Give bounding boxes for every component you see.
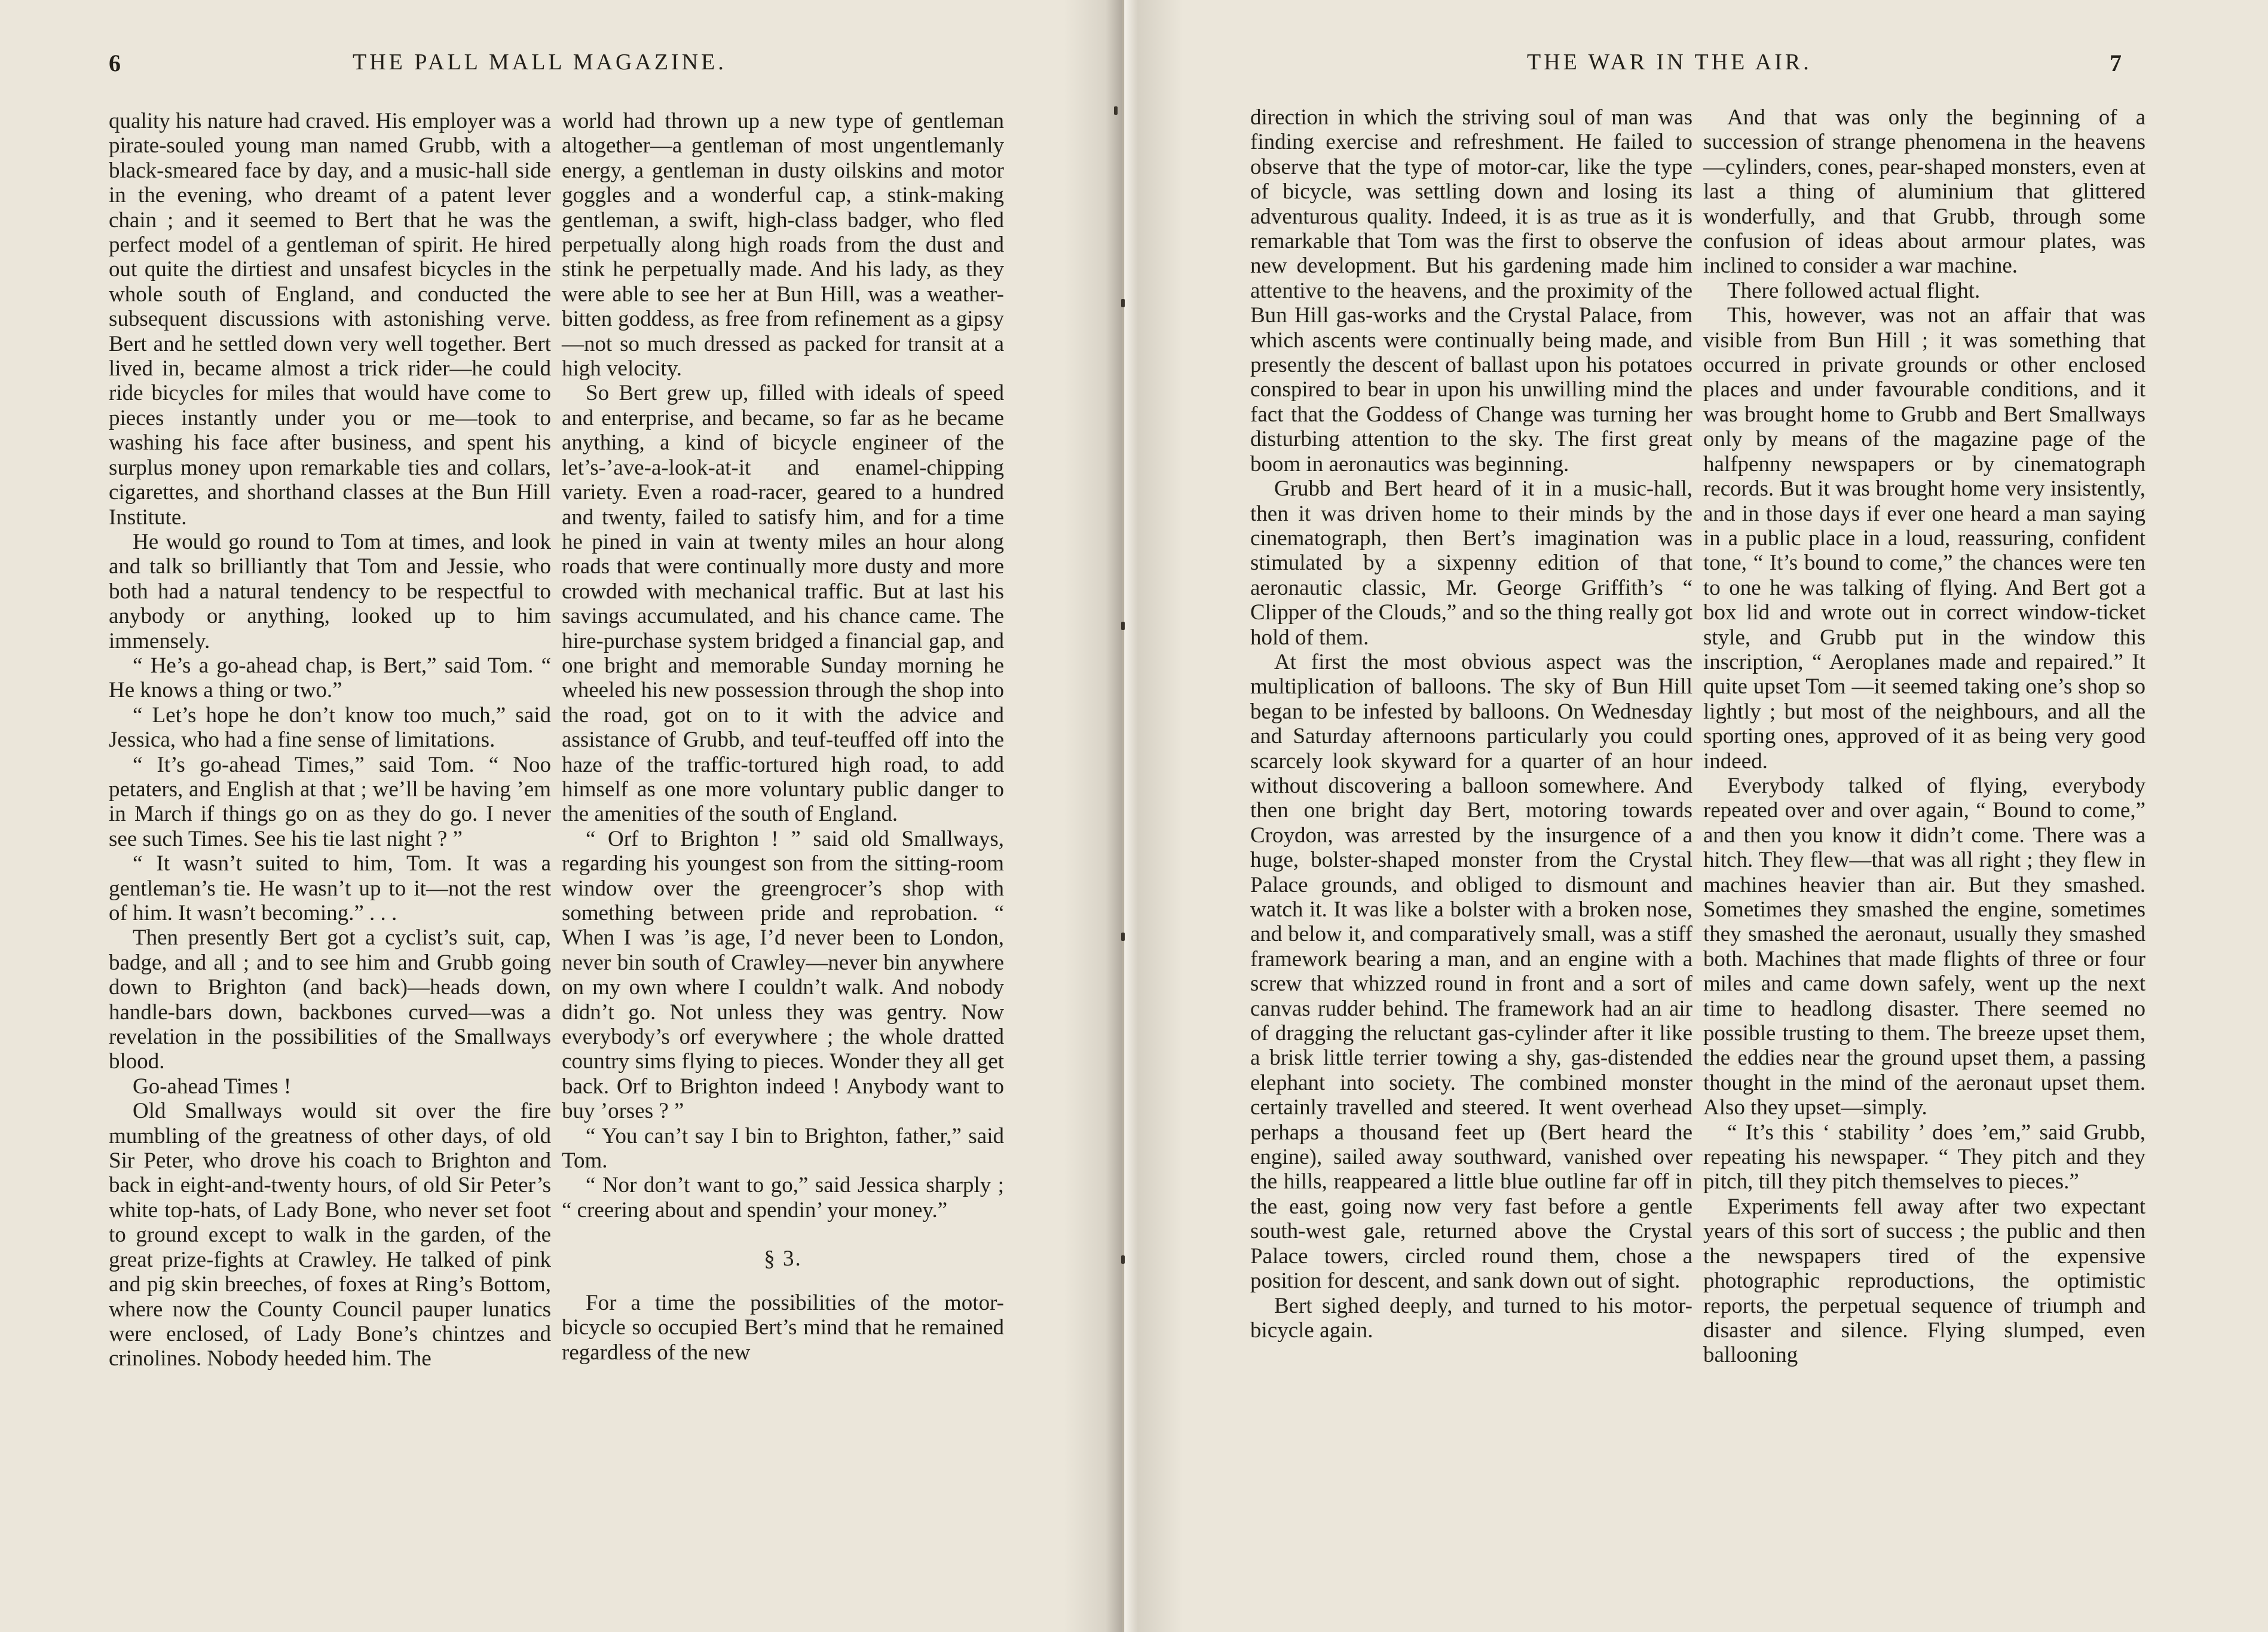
left-page [0, 0, 1124, 1632]
paragraph: At first the most obvious aspect was the multiplication of balloons. The sky of Bun Hill began to be infested by balloons. On Wednesday and Saturday afternoons particularly you could scarcely look skyward for a quarter of an hour without discovering a balloon somewhere. And then one bright day Bert, motoring towards Croydon, was arrested by the insurgence of a huge, bolster-shaped monster from the Crystal Palace grounds, and obliged to dismount and watch it. It was like a bolster with a broken nose, and below it, and comparatively small, was a stiff framework bearing a man, and an engine with a screw that whizzed round in front and a sort of canvas rudder behind. The framework had an air of dragging the reluctant gas-cylinder after it like a brisk little terrier towing a shy, gas-distended elephant into society. The combined monster certainly travelled and steered. It went overhead perhaps a thousand feet up (Bert heard the engine), sailed away southward, vanished over the hills, reappeared a little blue outline far off in the east, going now very fast before a gentle south-west gale, returned above the Crystal Palace towers, circled round them, chose a position for descent, and sank down out of sight. [1250, 649, 1692, 1294]
binding-crease [1122, 0, 1124, 1632]
page-number-left: 6 [109, 50, 121, 77]
binding-stitch [1121, 933, 1125, 941]
paragraph: Experiments fell away after two expectant years of this sort of success ; the public and then the newspapers tired of the expensive photographic reproductions, the optimistic reports, the perpetual sequence of triumph and disaster and silence. Flying slumped, even ballooning [1703, 1194, 2145, 1368]
paragraph: Old Smallways would sit over the fire mumbling of the greatness of other days, of old Sir Peter, who drove his coach to Brighton and back in eight-and-twenty hours, of old Sir Peter’s white top-hats, of Lady Bone, who never set foot to ground except to walk in the garden, of the great prize-fights at Crawley. He talked of pink and pig skin breeches, of foxes at Ring’s Bottom, where now the County Council pauper lunatics were enclosed, of Lady Bone’s chintzes and crinolines. Nobody heeded him. The [109, 1099, 551, 1371]
paragraph: Everybody talked of flying, everybody repeated over and over again, “ Bound to come,” and then you know it didn’t come. There was a hitch. They flew—that was all right ; they flew in machines heavier than air. But they smashed. Sometimes they smashed the engine, sometimes they smashed the aeronaut, usually they smashed both. Machines that made flights of three or four miles and came down safely, went up the next time to headlong disaster. There seemed no possible trusting to them. The breeze upset them, the eddies near the ground upset them, a passing thought in the mind of the aeronaut upset them. Also they upset—simply. [1703, 773, 2145, 1120]
page-number-right: 7 [2110, 50, 2122, 77]
paragraph: “ It’s go-ahead Times,” said Tom. “ Noo petaters, and English at that ; we’ll be having ’em in March if things go on as they do go. I never see such Times. See his tie last night ? ” [109, 752, 551, 851]
paragraph: And that was only the beginning of a succession of strange phenomena in the heavens—cylinders, cones, pear-shaped monsters, even at last a thing of aluminium that glittered wonderfully, and that Grubb, through some confusion of ideas about armour plates, was inclined to consider a war machine. [1703, 105, 2145, 279]
paragraph: He would go round to Tom at times, and look and talk so brilliantly that Tom and Jessie, who both had a natural tendency to be respectful to anybody or anything, looked up to him immensely. [109, 529, 551, 653]
paragraph: world had thrown up a new type of gentleman altogether—a gentleman of most ungentlemanly energy, a gentleman in dusty oilskins and motor goggles and a wonderful cap, a stink-making gentleman, a swift, high-class badger, who fled perpetually along high roads from the dust and stink he perpetually made. And his lady, as they were able to see her at Bun Hill, was a weather-bitten goddess, as free from refinement as a gipsy—not so much dressed as packed for transit at a high velocity. [562, 109, 1004, 381]
left-column-1 [109, 109, 551, 1371]
paragraph: “ You can’t say I bin to Brighton, father,” said Tom. [562, 1123, 1004, 1173]
paragraph: Grubb and Bert heard of it in a music-hall, then it was driven home to their minds by the cinematograph, then Bert’s imagination was stimulated by a sixpenny edition of that aeronautic classic, Mr. George Griffith’s “ Clipper of the Clouds,” and so the thing really got hold of them. [1250, 476, 1692, 650]
paragraph: “ He’s a go-ahead chap, is Bert,” said Tom. “ He knows a thing or two.” [109, 653, 551, 703]
paragraph: Bert sighed deeply, and turned to his motor-bicycle again. [1250, 1293, 1692, 1343]
right-column-1 [1250, 105, 1692, 1343]
paragraph: quality his nature had craved. His employer was a pirate-souled young man named Grubb, with a black-smeared face by day, and a music-hall side in the evening, who dreamt of a patent lever chain ; and it seemed to Bert that he was the perfect model of a gentleman of spirit. He hired out quite the dirtiest and unsafest bicycles in the whole south of England, and conducted the subsequent discussions with astonishing verve. Bert and he settled down very well together. Bert lived in, became almost a trick rider—he could ride bicycles for miles that would have come to pieces instantly under you or me—took to washing his face after business, and spent his surplus money upon remarkable ties and collars, cigarettes, and shorthand classes at the Bun Hill Institute. [109, 109, 551, 530]
binding-stitch [1114, 106, 1118, 115]
paragraph: “ It’s this ‘ stability ’ does ’em,” said Grubb, repeating his newspaper. “ They pitch and they pitch, till they pitch themselves to pieces.” [1703, 1120, 2145, 1194]
paragraph: Then presently Bert got a cyclist’s suit, cap, badge, and all ; and to see him and Grubb going down to Brighton (and back)—heads down, handle-bars down, backbones curved—was a revelation in the possibilities of the Smallways blood. [109, 925, 551, 1074]
binding-stitch [1121, 622, 1125, 630]
right-page [1124, 0, 2268, 1632]
paragraph: Go-ahead Times ! [133, 1074, 292, 1099]
paragraph: This, however, was not an affair that was visible from Bun Hill ; it was something that occurred in private grounds or other enclosed places and under favourable conditions, and it was brought home to Grubb and Bert Smallways only by means of the magazine page of the halfpenny newspapers or by cinematograph records. But it was brought home very insistently, and in those days if ever one heard a man saying in a public place in a loud, reassuring, confident tone, “ It’s bound to come,” the chances were ten to one he was talking of flying. And Bert got a box lid and wrote out in correct window-ticket style, and Grubb put in the window this inscription, “ Aeroplanes made and repaired.” It quite upset Tom —it seemed taking one’s shop so lightly ; but most of the neighbours, and all the sporting ones, approved of it as being very good indeed. [1703, 303, 2145, 774]
running-head-right: THE WAR IN THE AIR. [1527, 50, 1812, 75]
paragraph: direction in which the striving soul of man was finding exercise and refreshment. He failed to observe that the type of motor-car, like the type of bicycle, was settling down and losing its adventurous quality. Indeed, it is as true as it is remarkable that Tom was the first to observe the new development. But his gardening made him attentive to the heavens, and the proximity of the Bun Hill gas-works and the Crystal Palace, from which ascents were continually being made, and presently the descent of ballast upon his potatoes conspired to bear in upon his unwilling mind the fact that the Goddess of Change was turning her disturbing attention to the sky. The first great boom in aeronautics was beginning. [1250, 105, 1692, 476]
left-column-2 [562, 109, 1004, 1365]
right-column-2 [1703, 105, 2145, 1368]
paragraph: For a time the possibilities of the motor-bicycle so occupied Bert’s mind that he remained regardless of the new [562, 1290, 1004, 1365]
paragraph: “ Nor don’t want to go,” said Jessica sharply ; “ creering about and spendin’ your money.” [562, 1173, 1004, 1223]
paragraph: “ It wasn’t suited to him, Tom. It was a gentleman’s tie. He wasn’t up to it—not the rest of him. It wasn’t becoming.” . . . [109, 851, 551, 925]
paragraph: “ Let’s hope he don’t know too much,” said Jessica, who had a fine sense of limitations. [109, 702, 551, 753]
running-head-left: THE PALL MALL MAGAZINE. [353, 50, 727, 75]
paragraph: “ Orf to Brighton ! ” said old Smallways, regarding his youngest son from the sitting-room window over the greengrocer’s shop with something between pride and reprobation. “ When I was ’is age, I’d never been to London, never bin south of Crawley—never bin anywhere on my own where I couldn’t walk. And nobody didn’t go. Not unless they was gentry. Now everybody’s orf everywhere ; the whole dratted country sims flying to pieces. Wonder they all get back. Orf to Brighton indeed ! Anybody want to buy ’orses ? ” [562, 826, 1004, 1124]
binding-stitch [1121, 1255, 1125, 1264]
binding-stitch [1121, 299, 1125, 307]
section-heading: § 3. [764, 1246, 802, 1272]
paragraph: So Bert grew up, filled with ideals of speed and enterprise, and became, so far as he became anything, a kind of bicycle engineer of the let’s-’ave-a-look-at-it and enamel-chipping variety. Even a road-racer, geared to a hundred and twenty, failed to satisfy him, and for a time he pined in vain at twenty miles an hour along roads that were continually more dusty and more crowded with mechanical traffic. But at last his savings accumulated, and his chance came. The hire-purchase system bridged a financial gap, and one bright and memorable Sunday morning he wheeled his new possession through the shop into the road, got on to it with the advice and assistance of Grubb, and teuf-teuffed off into the haze of the traffic-tortured high road, to add himself as one more voluntary public danger to the amenities of the south of England. [562, 381, 1004, 827]
paragraph: There followed actual flight. [1727, 278, 1981, 303]
